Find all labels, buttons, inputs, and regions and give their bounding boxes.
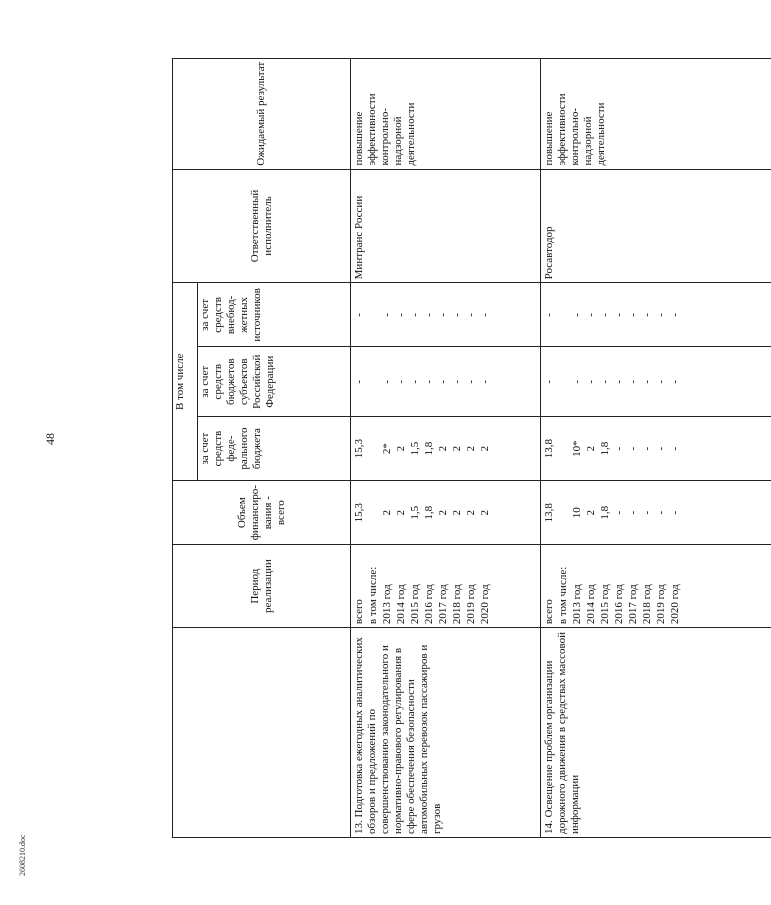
periods-value: в том числе:: [367, 566, 379, 625]
federal-value: 2: [437, 445, 449, 452]
total-value: 2: [451, 509, 463, 516]
header-regional: за счет средств бюджетов субъектов Российской Федерации: [198, 347, 351, 417]
federal-value: 1,5: [409, 441, 421, 456]
extra-value: -: [613, 313, 625, 317]
federal-value: -: [669, 446, 681, 451]
federal-value: -: [655, 446, 667, 451]
periods-value: 2017 год: [627, 584, 639, 625]
federal-value: 2: [451, 445, 463, 452]
total-cell: [541, 481, 771, 545]
periods-value: в том числе:: [557, 566, 569, 625]
periods-value: 2016 год: [423, 584, 435, 625]
table-row: [541, 59, 771, 838]
federal-cell: [541, 417, 771, 481]
periods-value: 2018 год: [451, 584, 463, 625]
extra-value: -: [655, 313, 667, 317]
periods-value: 2019 год: [655, 584, 667, 625]
total-value: 2: [585, 509, 597, 516]
task-description: 14. Освещение проблем организации дорожного движения в средствах массовой информации: [541, 628, 771, 838]
total-value: 2: [381, 509, 393, 516]
regional-value: -: [627, 379, 639, 384]
header-period: Период реализации: [173, 545, 351, 628]
extra-value: -: [451, 313, 463, 317]
periods-value: всего: [353, 599, 365, 625]
header-total: Объем финансиро-вания - всего: [173, 481, 351, 545]
header-federal: за счет средств феде-рального бюджета: [198, 417, 351, 481]
extra-value: -: [423, 313, 435, 317]
federal-cell: [351, 417, 541, 481]
periods-value: 2019 год: [465, 584, 477, 625]
total-cell: [351, 481, 541, 545]
total-value: 1,5: [409, 505, 421, 520]
periods-value: 2014 год: [395, 584, 407, 625]
regional-cell: [351, 347, 541, 417]
federal-value: 15,3: [353, 438, 365, 459]
extra-value: -: [465, 313, 477, 317]
regional-value: -: [571, 379, 583, 384]
periods-value: 2018 год: [641, 584, 653, 625]
federal-value: -: [627, 446, 639, 451]
program-table-frame: [172, 58, 681, 838]
periods-value: 2020 год: [669, 584, 681, 625]
regional-value: -: [599, 379, 611, 384]
header-extra: за счет средств внебюд-жетных источников: [198, 283, 351, 347]
regional-value: -: [423, 379, 435, 384]
total-value: [367, 484, 381, 541]
extra-value: -: [571, 313, 583, 317]
regional-cell: [541, 347, 771, 417]
regional-value: [557, 350, 571, 413]
regional-value: -: [655, 379, 667, 384]
regional-value: -: [543, 379, 555, 384]
header-result: Ожидаемый результат: [173, 59, 351, 170]
total-value: -: [655, 510, 667, 515]
regional-value: -: [451, 379, 463, 384]
regional-value: -: [669, 379, 681, 384]
total-value: -: [669, 510, 681, 515]
total-value: 10: [571, 507, 583, 519]
total-value: 1,8: [423, 505, 435, 520]
federal-value: 2: [479, 445, 491, 452]
total-value: 15,3: [353, 503, 365, 523]
periods-value: 2013 год: [571, 584, 583, 625]
table-row: [351, 59, 541, 838]
extra-value: -: [381, 313, 393, 317]
result-cell: повышение эффективности контрольно-надзорной деятельности: [541, 59, 771, 170]
total-value: 2: [479, 509, 491, 516]
periods-value: 2014 год: [585, 584, 597, 625]
result-cell: повышение эффективности контрольно-надзорной деятельности: [351, 59, 541, 170]
regional-value: -: [641, 379, 653, 384]
extra-value: -: [627, 313, 639, 317]
header-task: [173, 628, 351, 838]
extra-value: -: [641, 313, 653, 317]
total-value: 13,8: [543, 503, 555, 523]
total-value: -: [627, 510, 639, 515]
total-value: 2: [437, 509, 449, 516]
page-number: 48: [43, 433, 57, 445]
extra-value: -: [479, 313, 491, 317]
regional-value: -: [409, 379, 421, 384]
total-value: -: [613, 510, 625, 515]
federal-value: 13,8: [543, 438, 555, 459]
total-value: 1,8: [599, 505, 611, 520]
extra-value: -: [599, 313, 611, 317]
regional-value: -: [585, 379, 597, 384]
responsible-cell: Росавтодор: [541, 169, 771, 283]
regional-value: -: [479, 379, 491, 384]
periods-cell: [541, 545, 771, 628]
extra-value: -: [669, 313, 681, 317]
header-of-which: В том числе: [173, 283, 198, 481]
regional-value: -: [437, 379, 449, 384]
regional-value: -: [395, 379, 407, 384]
periods-value: 2017 год: [437, 584, 449, 625]
table-body: [351, 59, 771, 838]
extra-value: [557, 286, 571, 343]
periods-value: 2015 год: [599, 584, 611, 625]
federal-value: -: [641, 446, 653, 451]
regional-value: -: [613, 379, 625, 384]
federal-value: 2: [585, 445, 597, 452]
regional-value: -: [353, 379, 365, 384]
federal-value: -: [613, 446, 625, 451]
federal-value: 2: [465, 445, 477, 452]
federal-value: 1,8: [599, 441, 611, 456]
total-value: [557, 484, 571, 541]
extra-value: -: [395, 313, 407, 317]
periods-value: всего: [543, 599, 555, 625]
federal-value: 2: [395, 445, 407, 452]
responsible-cell: Минтранс России: [351, 169, 541, 283]
extra-value: [367, 286, 381, 343]
document-reference: 2608210.doc: [18, 834, 27, 876]
federal-value: 2*: [381, 443, 393, 455]
regional-value: -: [381, 379, 393, 384]
regional-value: [367, 350, 381, 413]
federal-value: 1,8: [423, 441, 435, 456]
extra-cell: [541, 283, 771, 347]
periods-value: 2016 год: [613, 584, 625, 625]
extra-cell: [351, 283, 541, 347]
periods-cell: [351, 545, 541, 628]
federal-value: [557, 420, 571, 477]
regional-value: -: [465, 379, 477, 384]
extra-value: -: [543, 313, 555, 317]
task-description: 13. Подготовка ежегодных аналитических обзоров и предложений по совершенствованию законодательного и нормативно-правового регулирования в сфере обеспечения безопасности автомобильных перевозок пассажиров и грузов: [351, 628, 541, 838]
periods-value: 2013 год: [381, 584, 393, 625]
periods-value: 2020 год: [479, 584, 491, 625]
federal-value: [367, 420, 381, 477]
federal-value: 10*: [571, 440, 583, 457]
extra-value: -: [409, 313, 421, 317]
financing-table: [172, 58, 771, 838]
total-value: 2: [395, 509, 407, 516]
extra-value: -: [353, 313, 365, 317]
total-value: -: [641, 510, 653, 515]
extra-value: -: [437, 313, 449, 317]
total-value: 2: [465, 509, 477, 516]
periods-value: 2015 год: [409, 584, 421, 625]
extra-value: -: [585, 313, 597, 317]
header-responsible: Ответственный исполнитель: [173, 169, 351, 283]
